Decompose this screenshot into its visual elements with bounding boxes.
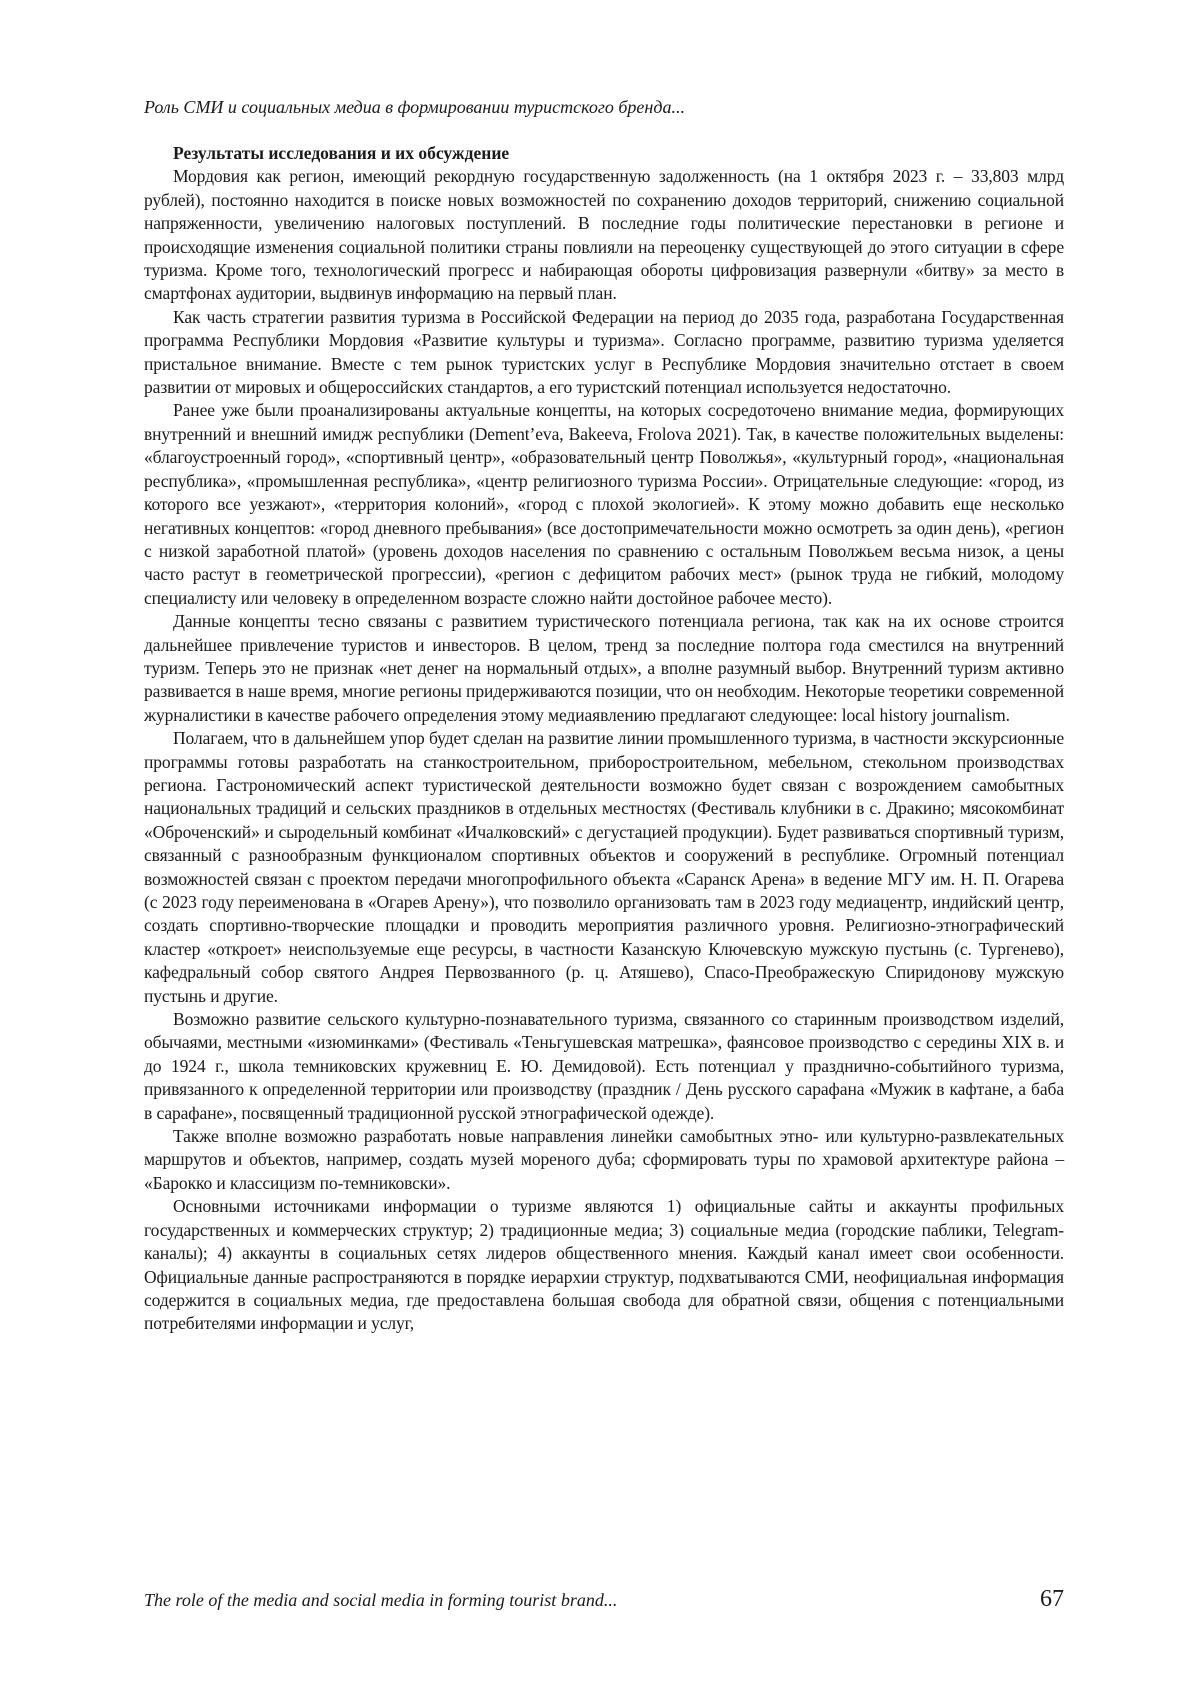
article-body <box>144 142 1064 1336</box>
paragraph-8: Основными источниками информации о туризме являются 1) официальные сайты и аккаунты профильных государственных и коммерческих структур; 2) традиционные медиа; 3) социальные медиа (городские паблики, Telegram-каналы); 4) аккаунты в социальных сетях лидеров общественного мнения. Каждый канал имеет свои особенности. Официальные данные распространяются в порядке иерархии структур, подхватываются СМИ, неофициальная информация содержится в социальных медиа, где предоставлена большая свобода для обратной связи, общения с потенциальными потребителями информации и услуг, <box>144 1196 1064 1334</box>
running-head-title: Роль СМИ и социальных медиа в формировании туристского бренда... <box>144 97 685 117</box>
paragraph-5: Полагаем, что в дальнейшем упор будет сделан на развитие линии промышленного туризма, в частности экскурсионные программы готовы разработать на станкостроительном, приборостроительном, мебельном, стекольном производствах региона. Гастрономический аспект туристической деятельности возможно будет связан с возрождением самобытных национальных традиций и сельских праздников в отдельных местностях (Фестиваль клубники в с. Дракино; мясокомбинат «Оброченский» и сыродельный комбинат «Ичалковский» с дегустацией продукции). Будет развиваться спортивный туризм, связанный с разнообразным функционалом спортивных объектов и сооружений в республике. Огромный потенциал возможностей связан с проектом передачи многопрофильного объекта «Саранск Арена» в ведение МГУ им. Н. П. Огарева (с 2023 году переименована в «Огарев Арену»), что позволило организовать там в 2023 году медиацентр, индийский центр, создать спортивно-творческие площадки и проводить мероприятия различного уровня. Религиозно-этнографический кластер «откроет» неиспользуемые еще ресурсы, в частности Казанскую Ключевскую мужскую пустынь (с. Тургенево), кафедральный собор святого Андрея Первозванного (р. ц. Атяшево), Спасо-Преображескую Спиридонову мужскую пустынь и другие. <box>144 728 1064 1006</box>
paragraph-3: Ранее уже были проанализированы актуальные концепты, на которых сосредоточено внимание медиа, формирующих внутренний и внешний имидж республики (Dement’eva, Bakeeva, Frolova 2021). Так, в качестве положительных выделены: «благоустроенный город», «спортивный центр», «образовательный центр Поволжья», «культурный город», «национальная республика», «промышленная республика», «центр религиозного туризма России». Отрицательные следующие: «город, из которого все уезжают», «территория колоний», «город с плохой экологией». К этому можно добавить еще несколько негативных концептов: «город дневного пребывания» (все достопримечательности можно осмотреть за один день), «регион с низкой заработной платой» (уровень доходов населения по сравнению с остальным Поволжьем весьма низок, а цены часто растут в геометрической прогрессии), «регион с дефицитом рабочих мест» (рынок труда не гибкий, молодому специалисту или человеку в определенном возрасте сложно найти достойное рабочее место). <box>144 400 1064 608</box>
page-number: 67 <box>1040 1586 1064 1612</box>
paragraph-4: Данные концепты тесно связаны с развитием туристического потенциала региона, так как на их основе строится дальнейшее привлечение туристов и инвесторов. В целом, тренд за последние полтора года сместился на внутренний туризм. Теперь это не признак «нет денег на нормальный отдых», а вполне разумный выбор. Внутренний туризм активно развивается в наше время, многие регионы придерживаются позиции, что он необходим. Некоторые теоретики современной журналистики в качестве рабочего определения этому медиаявлению предлагают следующее: local history journalism. <box>144 611 1064 725</box>
paragraph-2: Как часть стратегии развития туризма в Российской Федерации на период до 2035 года, разработана Государственная программа Республики Мордовия «Развитие культуры и туризма». Согласно программе, развитию туризма уделяется пристальное внимание. Вместе с тем рынок туристских услуг в Республике Мордовия значительно отстает в своем развитии от мировых и общероссийских стандартов, а его туристский потенциал используется недостаточно. <box>144 306 1064 398</box>
footer-english-title: The role of the media and social media in forming tourist brand... <box>144 1590 618 1610</box>
section-heading: Результаты исследования и их обсуждение <box>173 143 510 163</box>
paragraph-1: Мордовия как регион, имеющий рекордную государственную задолженность (на 1 октября 2023 г. – 33,803 млрд рублей), постоянно находится в поиске новых возможностей по сохранению доходов территорий, снижению социальной напряженности, увеличению налоговых поступлений. В последние годы политические перестановки в регионе и происходящие изменения социальной политики страны повлияли на переоценку существующей до этого ситуации в сфере туризма. Кроме того, технологический прогресс и набирающая обороты цифровизация развернули «битву» за место в смартфонах аудитории, выдвинув информацию на первый план. <box>144 166 1064 304</box>
paragraph-7: Также вполне возможно разработать новые направления линейки самобытных этно- или культурно-развлекательных маршрутов и объектов, например, создать музей мореного дуба; сформировать туры по храмовой архитектуре района – «Барокко и классицизм по-темниковски». <box>144 1126 1064 1193</box>
paragraph-6: Возможно развитие сельского культурно-познавательного туризма, связанного со старинным производством изделий, обычаями, местными «изюминками» (Фестиваль «Теньгушевская матрешка», фаянсовое производство с середины XIX в. и до 1924 г., школа темниковских кружевниц Е. Ю. Демидовой). Есть потенциал у празднично-событийного туризма, привязанного к определенной территории или производству (праздник / День русского сарафана «Мужик в кафтане, а баба в сарафане», посвященный традиционной русской этнографической одежде). <box>144 1009 1064 1123</box>
